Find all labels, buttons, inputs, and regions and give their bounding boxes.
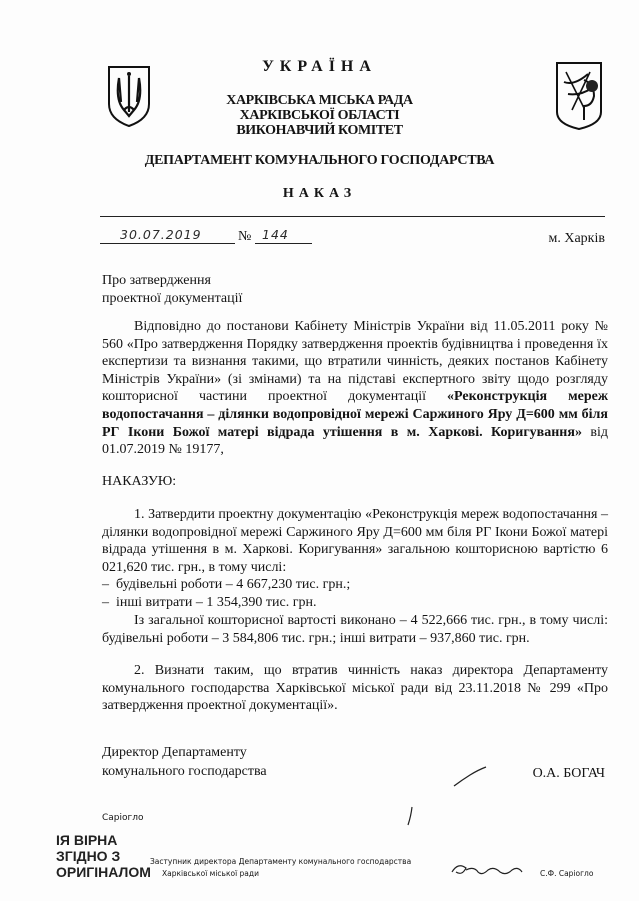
- order-item-1: 1. Затвердити проектну документацію «Реконструкція мереж водопостачання – ділянки водопровідної мережі Саржиного Яру Д=600 мм біля РГ Ікони Божої матері відрада утішення в м. Харкові. Коригування» загальною кошторисною вартістю 6 021,620 тис. грн., в тому числі:: [102, 507, 608, 575]
- number-underline: [255, 243, 312, 244]
- certifier-line: Заступник директора Департаменту комунального господарства: [150, 857, 412, 866]
- list-item: – будівельні роботи – 4 667,230 тис. грн.;: [102, 577, 351, 592]
- preamble-tail: від 01.07.2019 № 19177,: [102, 424, 608, 458]
- stamp-line: ОРИГІНАЛОМ: [56, 864, 151, 880]
- council-heading: [0, 93, 639, 138]
- certifier-name: С.Ф. Саріогло: [540, 869, 594, 878]
- number-sign: №: [238, 229, 252, 244]
- certifier-signature: [448, 858, 524, 880]
- position-line: Директор Департаменту: [102, 745, 247, 760]
- project-title: «Реконструкція мереж водопостачання – ділянки водопровідної мережі Саржиного Яру Д=600 мм біля РГ Ікони Божої матері відрада утішення в м. Харкові. Коригування»: [102, 389, 608, 440]
- order-word: НАКАЗУЮ:: [102, 474, 177, 489]
- preamble-paragraph: [102, 318, 608, 459]
- council-line: ХАРКІВСЬКОЇ ОБЛАСТІ: [239, 108, 400, 123]
- city: м. Харків: [548, 231, 605, 246]
- department-heading: ДЕПАРТАМЕНТ КОМУНАЛЬНОГО ГОСПОДАРСТВА: [144, 153, 495, 168]
- certifier-position: [150, 856, 411, 880]
- signatory-position: [102, 743, 267, 781]
- document-type-heading: НАКАЗ: [282, 186, 357, 201]
- order-subject: [102, 272, 242, 308]
- list-item: – інші витрати – 1 354,390 тис. грн.: [102, 595, 317, 610]
- certifier-line: Харківської міської ради: [162, 869, 259, 878]
- signatory-name: О.А. БОГАЧ: [532, 766, 605, 781]
- copy-stamp: [56, 832, 151, 880]
- stamp-line: ІЯ ВІРНА: [56, 832, 118, 848]
- date-underline: [100, 243, 235, 244]
- position-line: комунального господарства: [102, 764, 267, 779]
- margin-mark: [405, 806, 415, 826]
- council-line: ВИКОНАВЧИЙ КОМІТЕТ: [236, 123, 403, 138]
- header-divider: [100, 216, 605, 217]
- council-line: ХАРКІВСЬКА МІСЬКА РАДА: [226, 93, 413, 108]
- preamble-text: Відповідно до постанови Кабінету Міністрів України від 11.05.2011 року № 560 «Про затвердження Порядку затвердження проектів будівництва і проведення їх експертизи та визнання такими, що втратили чинність, деяких постанов Кабінету Міністрів України» (зі змінами) та на підставі експертного звіту щодо розгляду кошторисної частини проектної документації: [102, 319, 608, 405]
- country-heading: УКРАЇНА: [262, 58, 377, 75]
- order-number: 144: [262, 227, 289, 242]
- completed-work-paragraph: Із загальної кошторисної вартості виконано – 4 522,666 тис. грн., в тому числі: будівельні роботи – 3 584,806 тис. грн.; інші витрати – 937,860 тис. грн.: [102, 613, 608, 646]
- executor-name: Саріогло: [102, 813, 144, 823]
- subject-line: Про затвердження: [102, 273, 211, 288]
- order-date: 30.07.2019: [120, 227, 202, 242]
- bullet-text: будівельні роботи – 4 667,230 тис. грн.;: [116, 577, 351, 592]
- bullet-text: інші витрати – 1 354,390 тис. грн.: [116, 595, 317, 610]
- subject-line: проектної документації: [102, 291, 243, 306]
- handwritten-signature: [450, 766, 490, 788]
- order-item-2: 2. Визнати таким, що втратив чинність наказ директора Департаменту комунального господарства Харківської міської ради від 23.11.2018 № 299 «Про затвердження проектної документації».: [102, 663, 608, 714]
- stamp-line: ЗГІДНО З: [56, 848, 121, 864]
